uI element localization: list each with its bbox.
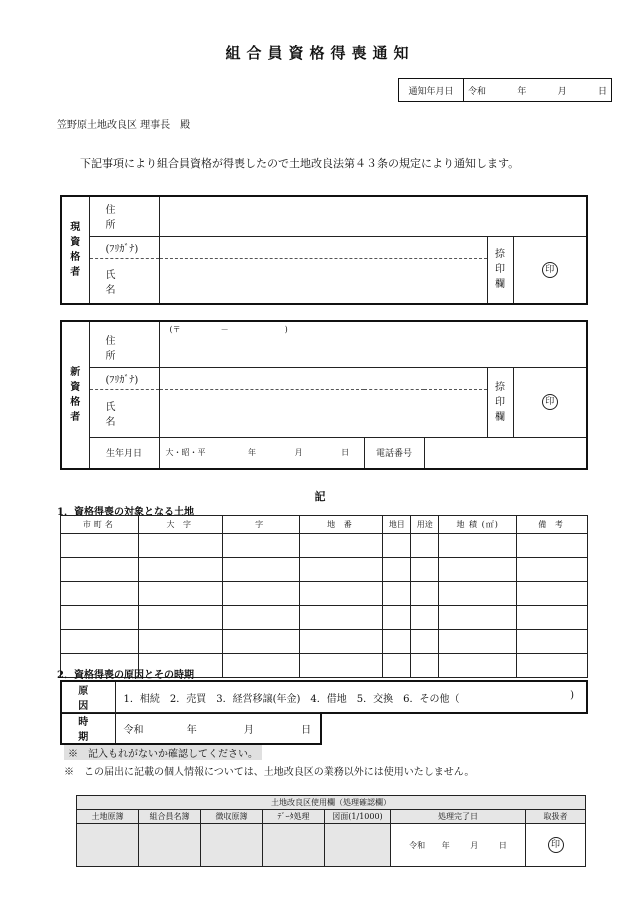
new-phone-field[interactable] bbox=[424, 437, 587, 469]
section2-heading: 2．資格得喪の原因とその時期 bbox=[57, 670, 194, 681]
office-cell-land-register[interactable] bbox=[77, 824, 139, 867]
land-table-cell[interactable] bbox=[222, 630, 299, 654]
land-table-cell[interactable] bbox=[383, 654, 411, 678]
reason-row bbox=[60, 680, 588, 714]
land-table-cell[interactable] bbox=[61, 630, 139, 654]
page-title: 組合員資格得喪通知 bbox=[225, 44, 415, 62]
land-table-cell[interactable] bbox=[383, 630, 411, 654]
current-holder-side-label: 現 資 格 者 bbox=[61, 196, 89, 304]
land-table-row bbox=[61, 606, 588, 630]
land-table-cell[interactable] bbox=[439, 534, 517, 558]
land-table-cell[interactable] bbox=[299, 558, 383, 582]
birth-era-options: 大・昭・平 bbox=[165, 448, 206, 458]
notice-date-field[interactable] bbox=[464, 79, 612, 102]
reason-options: 1．相続 2．売買 3．経営移譲(年金) 4．借地 5．交換 6．その他（ bbox=[123, 693, 460, 705]
office-cell-member-roster[interactable] bbox=[139, 824, 201, 867]
land-table-cell[interactable] bbox=[439, 558, 517, 582]
notice-date-month: 月 bbox=[557, 86, 567, 97]
land-table-cell[interactable] bbox=[61, 582, 139, 606]
intro-text: 下記事項により組合員資格が得喪したので土地改良法第４３条の規定により通知します。 bbox=[80, 157, 520, 170]
new-seal-field[interactable] bbox=[513, 367, 587, 437]
land-table-cell[interactable] bbox=[138, 582, 222, 606]
period-row bbox=[60, 712, 322, 745]
current-address-label: 住 所 bbox=[89, 196, 159, 236]
new-address-label: 住 所 bbox=[89, 321, 159, 367]
notice-date-year: 年 bbox=[517, 86, 527, 97]
land-table-cell[interactable] bbox=[517, 558, 588, 582]
ki-heading: 記 bbox=[314, 490, 326, 503]
new-furigana-label: (ﾌﾘｶﾞﾅ) bbox=[89, 367, 159, 389]
office-cell-collection-register[interactable] bbox=[201, 824, 263, 867]
land-table-cell[interactable] bbox=[383, 606, 411, 630]
land-table-cell[interactable] bbox=[439, 582, 517, 606]
seal-stamp-icon: 印 bbox=[542, 394, 558, 410]
new-address-field[interactable] bbox=[159, 321, 587, 367]
land-col-remarks: 備 考 bbox=[517, 516, 588, 534]
land-col-aza: 字 bbox=[222, 516, 299, 534]
land-table-cell[interactable] bbox=[138, 534, 222, 558]
office-col-collection-register: 徴収原簿 bbox=[201, 810, 263, 824]
land-table-row bbox=[61, 582, 588, 606]
land-table-cell[interactable] bbox=[299, 654, 383, 678]
land-col-land-category: 地目 bbox=[383, 516, 411, 534]
land-table-cell[interactable] bbox=[299, 606, 383, 630]
seal-stamp-icon: 印 bbox=[542, 262, 558, 278]
new-postal-code: (〒 － ) bbox=[169, 325, 288, 334]
new-birth-field[interactable]: 大・昭・平 年 月 日 bbox=[159, 437, 364, 469]
office-col-data-processing: ﾃﾞｰﾀ処理 bbox=[263, 810, 325, 824]
land-table-cell[interactable] bbox=[222, 558, 299, 582]
land-table-cell[interactable] bbox=[411, 582, 439, 606]
land-col-lot-number: 地 番 bbox=[299, 516, 383, 534]
land-table-cell[interactable] bbox=[138, 558, 222, 582]
new-seal-label: 捺 印 欄 bbox=[487, 367, 513, 437]
current-furigana-label: (ﾌﾘｶﾞﾅ) bbox=[89, 236, 159, 258]
office-use-table bbox=[76, 795, 586, 867]
land-table-cell[interactable] bbox=[61, 558, 139, 582]
office-cell-data-processing[interactable] bbox=[263, 824, 325, 867]
office-col-handler: 取扱者 bbox=[526, 810, 586, 824]
office-col-completion-date: 処理完了日 bbox=[391, 810, 526, 824]
period-label: 時 期 bbox=[61, 713, 115, 745]
land-table-cell[interactable] bbox=[439, 654, 517, 678]
land-table-cell[interactable] bbox=[411, 630, 439, 654]
land-table-row bbox=[61, 630, 588, 654]
land-table bbox=[60, 515, 588, 678]
new-furigana-field[interactable] bbox=[159, 367, 487, 389]
notice-date-label: 通知年月日 bbox=[399, 79, 464, 102]
land-table-cell[interactable] bbox=[517, 654, 588, 678]
land-table-cell[interactable] bbox=[383, 558, 411, 582]
land-table-cell[interactable] bbox=[61, 534, 139, 558]
land-table-cell[interactable] bbox=[517, 606, 588, 630]
office-col-map: 図面(1/1000) bbox=[325, 810, 391, 824]
note-check-entries: ※ 記入もれがないか確認してください。 bbox=[64, 745, 262, 760]
land-table-cell[interactable] bbox=[517, 582, 588, 606]
land-table-cell[interactable] bbox=[222, 582, 299, 606]
new-name-label: 氏 名 bbox=[89, 389, 159, 437]
office-cell-handler[interactable] bbox=[526, 824, 586, 867]
land-table-header bbox=[61, 516, 588, 534]
land-table-cell[interactable] bbox=[439, 606, 517, 630]
land-table-cell[interactable] bbox=[517, 534, 588, 558]
note-privacy: ※ この届出に記載の個人情報については、土地改良区の業務以外には使用いたしません。 bbox=[64, 767, 475, 778]
current-name-field[interactable] bbox=[159, 258, 487, 304]
land-table-row bbox=[61, 558, 588, 582]
office-col-member-roster: 組合員名簿 bbox=[139, 810, 201, 824]
land-table-cell[interactable] bbox=[439, 630, 517, 654]
addressee: 笠野原土地改良区 理事長 殿 bbox=[57, 120, 191, 131]
land-table-cell[interactable] bbox=[411, 654, 439, 678]
current-name-label: 氏 名 bbox=[89, 258, 159, 304]
land-table-cell[interactable] bbox=[411, 606, 439, 630]
current-address-field[interactable] bbox=[159, 196, 587, 236]
office-cell-map[interactable] bbox=[325, 824, 391, 867]
new-birth-label: 生年月日 bbox=[89, 437, 159, 469]
land-table-cell[interactable] bbox=[411, 534, 439, 558]
new-holder-block bbox=[60, 320, 588, 470]
notice-date-era: 令和 bbox=[468, 86, 487, 97]
reason-options-field[interactable] bbox=[115, 681, 587, 713]
office-use-title: 土地改良区使用欄（処理確認欄） bbox=[77, 796, 586, 810]
land-table-cell[interactable] bbox=[138, 630, 222, 654]
land-table-cell[interactable] bbox=[222, 654, 299, 678]
land-table-cell[interactable] bbox=[299, 534, 383, 558]
reason-label: 原 因 bbox=[61, 681, 115, 713]
land-table-cell[interactable] bbox=[222, 534, 299, 558]
office-col-land-register: 土地原簿 bbox=[77, 810, 139, 824]
new-name-field[interactable] bbox=[159, 389, 487, 437]
land-col-use: 用途 bbox=[411, 516, 439, 534]
office-cell-completion-date[interactable]: 令和 年 月 日 bbox=[391, 824, 526, 867]
land-table-cell[interactable] bbox=[383, 534, 411, 558]
current-seal-label: 捺 印 欄 bbox=[487, 236, 513, 304]
land-col-oaza: 大 字 bbox=[138, 516, 222, 534]
period-date-field[interactable]: 令和 年 月 日 bbox=[115, 713, 321, 745]
land-table-cell[interactable] bbox=[517, 630, 588, 654]
section1-heading: 1．資格得喪の対象となる土地 bbox=[57, 507, 194, 518]
land-col-city: 市町名 bbox=[61, 516, 139, 534]
new-holder-side-label: 新 資 格 者 bbox=[61, 321, 89, 469]
notice-date-day: 日 bbox=[597, 86, 607, 97]
land-table-cell[interactable] bbox=[61, 606, 139, 630]
land-table-cell[interactable] bbox=[299, 582, 383, 606]
land-table-row bbox=[61, 534, 588, 558]
current-seal-field[interactable] bbox=[513, 236, 587, 304]
land-table-cell[interactable] bbox=[138, 606, 222, 630]
notice-date-box bbox=[398, 78, 612, 102]
reason-close-paren: ) bbox=[570, 689, 574, 701]
land-table-cell[interactable] bbox=[411, 558, 439, 582]
land-table-cell[interactable] bbox=[299, 630, 383, 654]
seal-stamp-icon: 印 bbox=[548, 837, 564, 853]
current-furigana-field[interactable] bbox=[159, 236, 487, 258]
land-table-cell[interactable] bbox=[222, 606, 299, 630]
new-phone-label: 電話番号 bbox=[364, 437, 424, 469]
current-holder-block bbox=[60, 195, 588, 305]
land-table-cell[interactable] bbox=[383, 582, 411, 606]
land-col-area: 地 積 (㎡) bbox=[439, 516, 517, 534]
